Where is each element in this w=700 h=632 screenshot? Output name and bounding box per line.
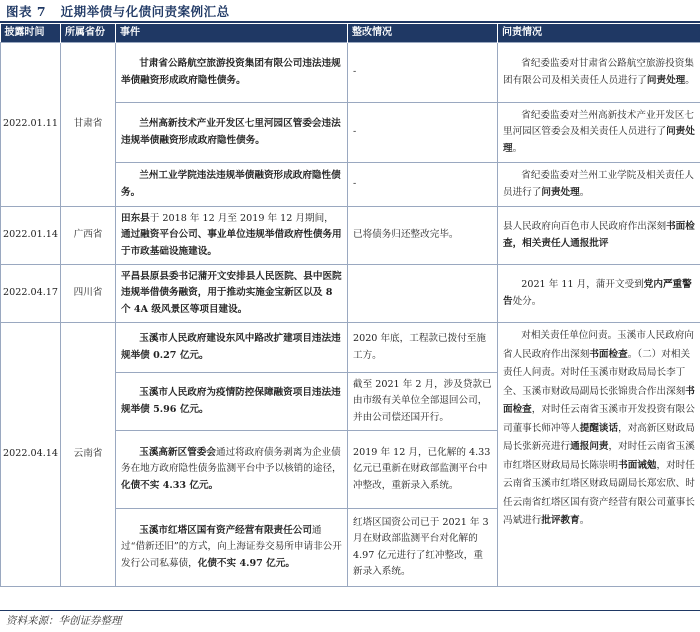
- header-province: 所属省份: [61, 24, 116, 43]
- rectify-cell: 已将债务归还整改完毕。: [348, 207, 498, 265]
- action-end: 。: [512, 142, 523, 154]
- event-text: 兰州工业学院违法违规举债融资形成政府隐性债务。: [121, 170, 341, 198]
- event-bold-text: 通过融资平台公司、事业单位违规举借政府性债务用于市政基础设施建设。: [121, 229, 342, 257]
- action-cell: [498, 207, 700, 265]
- source-note: 资料来源：华创证券整理: [6, 615, 122, 627]
- action-bold: 党内严重警告: [503, 279, 692, 307]
- header-action: 问责情况: [498, 24, 700, 43]
- table-row: [1, 323, 700, 373]
- action-text: 对相关责任单位问责。玉溪市人民政府向省人民政府作出深刻: [503, 330, 694, 360]
- action-cell: [498, 265, 700, 323]
- event-text: 通过将政府债务剥离为企业债务在地方政府隐性债务监测平台中予以核销的途径，: [121, 446, 342, 475]
- action-text: ，对时任云南省玉溪市开发投资有限公司董事长师冲等人: [503, 404, 695, 434]
- action-bold: 书面检查: [589, 348, 628, 360]
- action-text: 2021 年 11 月，蒲开文受到: [521, 279, 644, 290]
- rectify-cell: 红塔区国资公司已于 2021 年 3 月在财政部监测平台对化解的 4.97 亿元进行了红冲整改，重新录入系统。: [348, 509, 498, 587]
- rectify-cell: -: [348, 43, 498, 103]
- action-bold: 问责处理: [646, 74, 686, 86]
- action-bold: 书面诫勉: [618, 459, 657, 471]
- event-cell: [116, 323, 348, 373]
- rectify-cell: 2019 年 12 月，已化解的 4.33 亿元已重新在财政部监测平台中冲整改，重新录入系统。: [348, 431, 498, 509]
- action-cell: [498, 103, 700, 163]
- action-bold: 问责处理: [503, 126, 695, 154]
- province-cell: 四川省: [61, 265, 116, 323]
- event-text: 于 2018 年 12 月至 2019 年 12 月期间，: [149, 212, 334, 224]
- action-text: ，对时任云南省玉溪市红塔区财政局局长陈崇明: [503, 441, 695, 471]
- event-subject: 玉溪高新区管委会: [139, 446, 216, 458]
- action-bold: 提醒谈话: [579, 422, 619, 434]
- event-text: 甘肃省公路航空旅游投资集团有限公司违法违规举债融资形成政府隐性债务。: [121, 58, 341, 86]
- event-cell: [116, 373, 348, 431]
- province-cell: 广西省: [61, 207, 116, 265]
- event-text: 兰州高新技术产业开发区七里河园区管委会违法违规举债融资形成政府隐性债务。: [121, 118, 341, 146]
- table-row: [1, 43, 700, 103]
- event-text: 通过“借新还旧”的方式，向上海证券交易所申请非公开发行公司私募债，: [121, 524, 342, 569]
- event-cell: [116, 43, 348, 103]
- header-date: 披露时间: [1, 24, 61, 43]
- accountability-table: [0, 24, 700, 587]
- action-end: 。: [579, 515, 590, 526]
- header-event: 事件: [116, 24, 348, 43]
- event-cell: [116, 509, 348, 587]
- event-bold-text: 化债不实 4.97 亿元。: [197, 557, 295, 569]
- action-text: 省纪委监委对兰州工业学院及相关责任人员进行了: [503, 170, 694, 198]
- rectify-cell: -: [348, 103, 498, 163]
- action-cell: [498, 323, 700, 587]
- action-end: 处分。: [512, 295, 542, 307]
- date-cell: 2022.04.17: [1, 265, 61, 323]
- header-rectify: 整改情况: [348, 24, 498, 43]
- province-cell: 甘肃省: [61, 43, 116, 207]
- event-text: 平昌县原县委书记蒲开文安排县人民医院、县中医院违规举借债务融资，用于推动实施金宝新区以及 8 个 4A 级风景区等项目建设。: [121, 270, 342, 315]
- action-cell: [498, 163, 700, 207]
- event-cell: [116, 163, 348, 207]
- date-cell: 2022.04.14: [1, 323, 61, 587]
- action-text: 省纪委监委对甘肃省公路航空旅游投资集团有限公司及相关责任人员进行了: [503, 58, 694, 86]
- action-text: 县人民政府向百色市人民政府作出深刻: [503, 221, 667, 232]
- action-text: ，对时任云南省玉溪市红塔区财政局副局长郑宏欣、时任云南省红塔区国有资产经营有限公司董事长冯斌进行: [503, 459, 695, 526]
- rectify-cell: -: [348, 163, 498, 207]
- event-text: 玉溪市人民政府为疫情防控保障融资项目违法违规举债 5.96 亿元。: [121, 387, 341, 415]
- event-cell: [116, 103, 348, 163]
- date-cell: 2022.01.11: [1, 43, 61, 207]
- footer-rule: [0, 610, 700, 611]
- rectify-cell: 截至 2021 年 2 月，涉及贷款已由市级有关单位全部退回公司，并由公司偿还国开行。: [348, 373, 498, 431]
- action-end: 。: [685, 74, 695, 86]
- action-bold: 通报问责: [570, 441, 609, 452]
- action-bold: 书面检查: [503, 385, 695, 415]
- rectify-cell: [348, 265, 498, 323]
- event-subject: 玉溪市红塔区国有资产经营有限责任公司: [139, 524, 312, 536]
- action-bold: 书面检查，相关责任人通报批评: [503, 221, 695, 249]
- action-cell: [498, 43, 700, 103]
- event-text: 玉溪市人民政府建设东风中路改扩建项目违法违规举债 0.27 亿元。: [121, 333, 341, 361]
- rectify-cell: 2020 年底，工程款已拨付至施工方。: [348, 323, 498, 373]
- table-row: [1, 265, 700, 323]
- action-text: ，对高新区财政局局长张新亮进行: [503, 422, 695, 452]
- figure-title: 图表 7 近期举债与化债问责案例汇总: [6, 4, 230, 19]
- event-cell: [116, 431, 348, 509]
- action-end: 。: [579, 186, 590, 198]
- action-text: 省纪委监委对兰州高新技术产业开发区七里河园区管委会及相关责任人员进行了: [503, 109, 694, 138]
- event-cell: [116, 265, 348, 323]
- event-bold-text: 化债不实 4.33 亿元。: [121, 479, 219, 491]
- event-cell: [116, 207, 348, 265]
- action-text: 。（二）对相关责任人问责。对时任玉溪市财政局局长李丁全、玉溪市财政局副局长张锦贵合作出深刻: [503, 348, 691, 397]
- title-rule: [0, 21, 700, 23]
- table-header-row: [1, 24, 700, 43]
- action-bold: 问责处理: [541, 186, 580, 198]
- province-cell: 云南省: [61, 323, 116, 587]
- action-bold: 批评教育: [541, 515, 580, 526]
- event-subject: 田东县: [121, 212, 150, 224]
- date-cell: 2022.01.14: [1, 207, 61, 265]
- table-row: [1, 207, 700, 265]
